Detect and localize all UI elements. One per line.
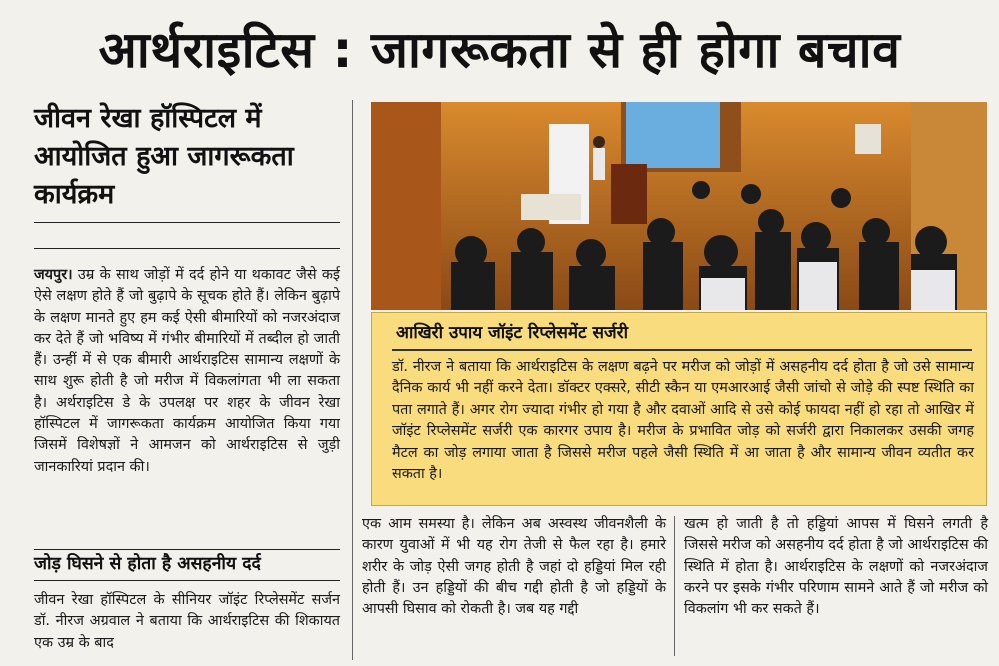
section2-paragraph: जीवन रेखा हॉस्पिटल के सीनियर जॉइंट रिप्लेसमेंट सर्जन डॉ. नीरज अग्रवाल ने बताया कि आर्थराइटिस की शिकायत एक उम्र के बाद [34, 592, 340, 651]
subheadline: जीवन रेखा हॉस्पिटल में आयोजित हुआ जागरूकता कार्यक्रम [34, 103, 294, 210]
headline: आर्थराइटिस : जागरूकता से ही होगा बचाव [98, 21, 901, 79]
intro-paragraph [34, 265, 340, 478]
highlight-box [371, 312, 987, 506]
subheadline-rule [34, 222, 340, 223]
intro-body: उम्र के साथ जोड़ों में दर्द होने या थकावट जैसे कई ऐसे लक्षण होते हैं जो बुढ़ापे के सूचक होते हैं। लेकिन बुढ़ापे के लक्षण मानते हुए हम कई ऐसी बीमारियों को नजरअंदाज कर देते हैं जो भविष्य में गंभीर बीमारियों में तब्दील हो जाती हैं। उन्हीं में से एक बीमारी आर्थराइटिस सामान्य लक्षणों के साथ शुरू होती है जो मरीज में विकलांगता भी ला सकता है। अर्थराइटिस डे के उपलक्ष पर शहर के जीवन रेखा हॉस्पिटल में जागरूकता कार्यक्रम आयोजित किया गया जिसमें विशेषज्ञों ने आमजन को आर्थराइटिस से जुड़ी जानकारियां प्रदान की। [34, 267, 341, 475]
wall-frame [855, 124, 881, 154]
column2-paragraph: एक आम समस्या है। लेकिन अब अस्वस्थ जीवनशैली के कारण युवाओं में भी यह रोग तेजी से फैल रहा है। हमारे शरीर के जोड़ ऐसी जगह होती है जहां दो हड्डियां मिल रही होती हैं। उन हड्डियों की बीच गद्दी होती है जो हड्डियों के आपसी घिसाव को रोकती है। जब यह गद्दी [362, 516, 666, 618]
left-curtain [371, 102, 441, 310]
column3-paragraph: खत्म हो जाती है तो हड्डियां आपस में घिसने लगती है जिससे मरीज को असहनीय दर्द होता है जो आर्थराइटिस की स्थिति में होता है। आर्थराइटिस के लक्षणों को नजरअंदाज करने पर इसके गंभीर परिणाम सामने आते हैं जो मरीज को विकलांग भी कर सकते हैं। [684, 516, 988, 618]
intro-rule [34, 248, 340, 249]
highlight-title: आखिरी उपाय जॉइंट रिप्लेसमेंट सर्जरी [396, 323, 628, 343]
column-divider-1 [352, 100, 353, 660]
dateline: जयपुर। [34, 267, 73, 283]
podium [611, 164, 647, 224]
speaker-body [593, 148, 605, 180]
column-divider-2 [674, 516, 675, 656]
section2-title: जोड़ घिसने से होता है असहनीय दर्द [34, 554, 261, 574]
highlight-title-rule [392, 349, 972, 351]
speaker-head [593, 136, 605, 148]
photo-illustration [371, 102, 987, 310]
section2-rule-top [34, 549, 340, 550]
event-photo [371, 102, 987, 310]
highlight-body: डॉ. नीरज ने बताया कि आर्थराइटिस के लक्षण बढ़ने पर मरीज को जोड़ों में असहनीय दर्द होता है जो उसे सामान्य दैनिक कार्य भी नहीं करने देता। डॉक्टर एक्सरे, सीटी स्कैन या एमआरआई जैसी जांचो से जोड़े की स्पष्ट स्थिति का पता लगाते हैं। अगर रोग ज्यादा गंभीर हो गया है और दवाओं आदि से उसे कोई फायदा नहीं हो रहा तो आखिर में जॉइंट रिप्लेसमेंट सर्जरी एक कारगर उपाय है। मरीज के प्रभावित जोड़ को सर्जरी द्वारा निकालकर उसकी जगह मैटल का जोड़ लगाया जाता है जिससे मरीज पहले जैसी स्थिति में आ जाता है और सामान्य जीवन व्यतीत कर सकता है। [392, 359, 974, 483]
projection-screen [626, 102, 720, 168]
section2-rule-bottom [34, 580, 340, 581]
table [521, 194, 581, 220]
